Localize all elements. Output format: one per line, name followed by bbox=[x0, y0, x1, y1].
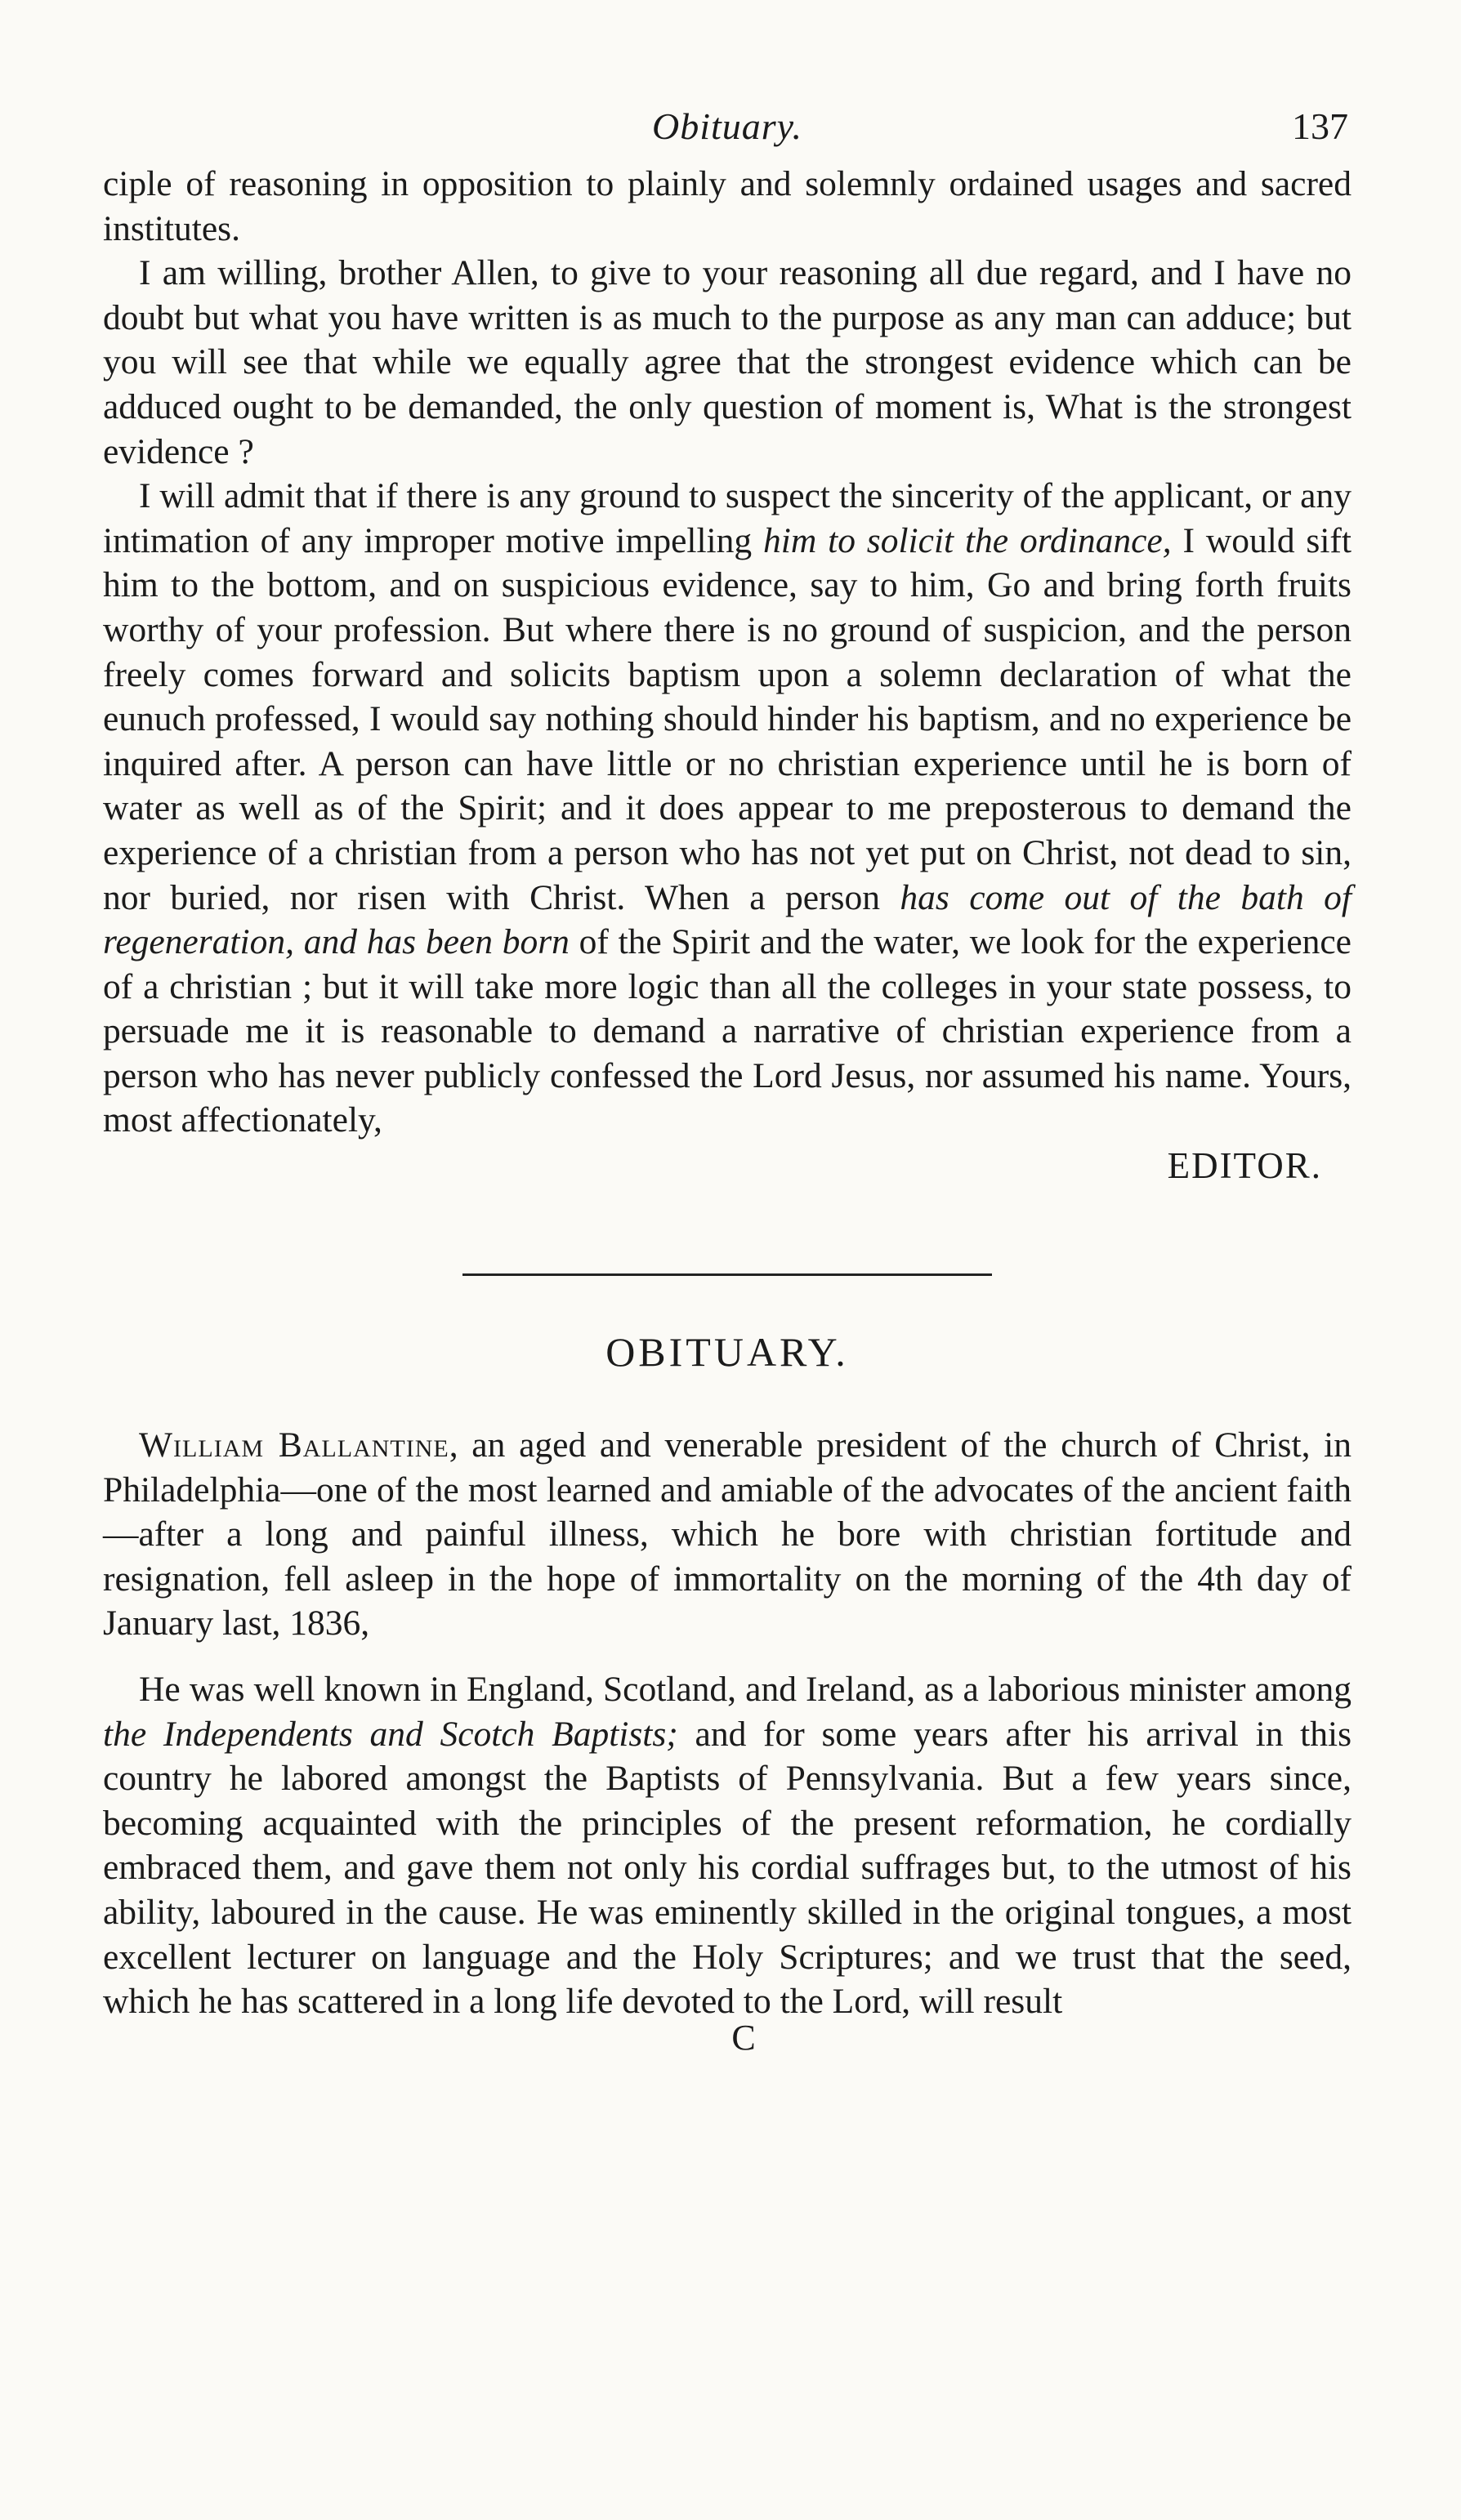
section-divider-wrap bbox=[103, 1189, 1352, 1276]
text-run: and for some years after his arrival in this country he labored amongst the Baptists of Pennsylvania. But a few years since, becoming acquainted with the principles of the present reformation, he cordially embraced them, and gave them not only his cordial suffrages but, to the utmost of his ability, laboured in the cause. He was eminently skilled in the original tongues, a most excellent lecturer on language and the Holy Scriptures; and we trust that the seed, which he has scattered in a long life devoted to the Lord, will result bbox=[103, 1714, 1352, 2022]
obituary-paragraph bbox=[103, 1667, 1352, 2024]
printer-signature-mark: C bbox=[731, 2017, 756, 2058]
italic-run: the Independents and Scotch Baptists; bbox=[103, 1714, 678, 1754]
letter-paragraph: I am willing, brother Allen, to give to your reasoning all due regard, and I have no doubt but what you have written is as much to the purpose as any man can adduce; but you will see that while we equally agree that the strongest evidence which can be adduced ought to be demanded, the only question of moment is, What is the strongest evidence ? bbox=[103, 253, 1352, 471]
running-head bbox=[103, 105, 1352, 162]
section-title: OBITUARY. bbox=[605, 1329, 849, 1376]
italic-run: him to solicit the ordinance, bbox=[763, 520, 1172, 560]
text-run: of the Spirit and the water, we look for the experience of a christian ; but it will take more logic than all the colleges in your state possess, to persuade me it is reasonable to demand a narrative of christian experience from a person who has never publicly confessed the Lord Jesus, nor assumed his name. Yours, most affectionately, bbox=[103, 922, 1352, 1140]
section-divider bbox=[462, 1273, 992, 1276]
page-number: 137 bbox=[1292, 105, 1348, 147]
letter-paragraph bbox=[103, 474, 1352, 1143]
text-run: He was well known in England, Scotland, and Ireland, as a laborious minister among bbox=[139, 1670, 1352, 1710]
text-run: , an aged and venerable president of the church of Christ, in Philadelphia—one of the most learned and amiable of the advocates of the ancient faith—after a long and painful illness, which he bore with christian fortitude and resignation, fell asleep in the hope of immortality on the morning of the 4th day of January last, 1836, bbox=[103, 1425, 1352, 1644]
italic-run: has come out of the bath of regeneration, and has been born bbox=[103, 877, 1352, 962]
obituary-paragraph bbox=[103, 1423, 1352, 1646]
running-title: Obituary. bbox=[651, 105, 803, 147]
text-run: I will admit that if there is any ground to suspect the sincerity of the applicant, or any intimation of any improper motive impelling bbox=[103, 476, 1352, 560]
deceased-name: William Ballantine bbox=[139, 1425, 449, 1465]
page bbox=[103, 105, 1352, 2057]
letter-body bbox=[103, 162, 1352, 1143]
obituary-body bbox=[103, 1423, 1352, 2024]
editor-signature: EDITOR. bbox=[1167, 1145, 1322, 1187]
letter-paragraph: ciple of reasoning in opposition to plainly and solemnly ordained usages and sacred institutes. bbox=[103, 164, 1352, 248]
text-run: I would sift him to the bottom, and on suspicious evidence, say to him, Go and bring forth fruits worthy of your profession. But where there is no ground of suspicion, and the person freely comes forward and solicits baptism upon a solemn declaration of what the eunuch professed, I would say nothing should hinder his baptism, and no experience be inquired after. A person can have little or no christian experience until he is born of water as well as of the Spirit; and it does appear to me preposterous to demand the experience of a christian from a person who has not yet put on Christ, not dead to sin, nor buried, nor risen with Christ. When a person bbox=[103, 520, 1352, 917]
